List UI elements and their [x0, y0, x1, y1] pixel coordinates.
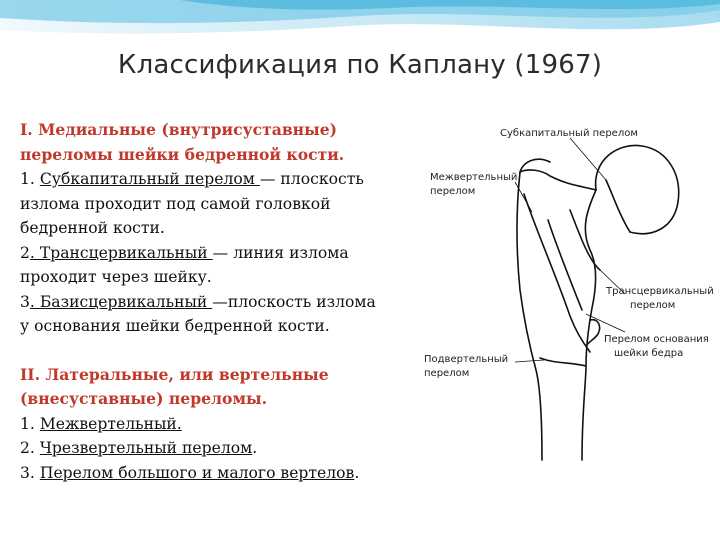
label-basicervical-line2: шейки бедра [614, 348, 684, 359]
section1-item1 [20, 167, 440, 192]
basicervical-fracture-line [548, 220, 582, 310]
label-subcapital: Субкапитальный перелом [500, 128, 638, 139]
section2-heading-line2: (внесуставные) переломы. [20, 389, 268, 408]
femur-outline-lateral [517, 170, 596, 460]
label-intertrochanteric-line2: перелом [430, 186, 476, 197]
item-rest: —плоскость излома [212, 292, 376, 311]
femur-outline-medial [582, 190, 596, 460]
slide-title: Классификация по Каплану (1967) [117, 50, 603, 80]
section2-item3 [20, 461, 440, 486]
section2-item1 [20, 412, 440, 437]
item-term: Перелом большого и малого вертелов [39, 463, 355, 482]
leader-subtrochanteric [515, 360, 544, 362]
item-term: . Базисцервикальный [29, 292, 213, 311]
label-subtrochanteric-line2: перелом [424, 368, 470, 379]
item-number: 1. [20, 170, 40, 188]
section1-heading-line1: I. Медиальные (внутрисуставные) [20, 120, 338, 139]
subtrochanteric-fracture-line [540, 358, 586, 366]
leader-basicervical [586, 314, 625, 332]
item-term: Чрезвертельный перелом [39, 439, 253, 457]
classification-text [20, 118, 440, 485]
item-number: 1. [20, 414, 40, 433]
item-rest: . [252, 439, 258, 457]
section1-item3 [20, 290, 440, 315]
femoral-head-outline [596, 145, 679, 233]
label-intertrochanteric-line1: Межвертельный [430, 172, 518, 183]
transcervical-fracture-line [570, 210, 600, 270]
intertrochanteric-fracture-line [524, 194, 590, 352]
label-transcervical-line1: Трансцервикальный [606, 286, 714, 297]
section1-item1-line2: излома проходит под самой головкой [20, 194, 331, 213]
section1-item1-line3: бедренной кости. [20, 219, 165, 237]
section1-item2 [20, 241, 440, 266]
subcapital-fracture-line [606, 180, 630, 232]
section1-item2-line2: проходит через шейку. [20, 268, 212, 286]
spacer [20, 339, 440, 363]
item-term: Субкапитальный перелом [39, 170, 260, 188]
leader-subcapital [570, 138, 606, 180]
item-number: 2. [20, 439, 40, 457]
item-number: 3. [20, 463, 40, 482]
label-subtrochanteric-line1: Подвертельный [424, 354, 509, 365]
section2-item2 [20, 436, 440, 461]
item-term: Межвертельный. [39, 414, 182, 433]
item-number: 3 [20, 292, 30, 311]
section2-heading-line1: II. Латеральные, или вертельные [20, 364, 329, 384]
item-term: . Трансцервикальный [29, 243, 213, 262]
section1-item3-line2: у основания шейки бедренной кости. [20, 317, 330, 335]
item-rest: . [354, 463, 360, 482]
femur-fracture-diagram [420, 120, 720, 470]
label-basicervical-line1: Перелом основания [604, 334, 709, 345]
section1-heading-line2: переломы шейки бедренной кости. [20, 144, 345, 164]
item-rest: — линия излома [212, 243, 349, 262]
item-rest: — плоскость [259, 170, 364, 188]
label-transcervical-line2: перелом [630, 300, 676, 311]
item-number: 2 [20, 243, 30, 262]
